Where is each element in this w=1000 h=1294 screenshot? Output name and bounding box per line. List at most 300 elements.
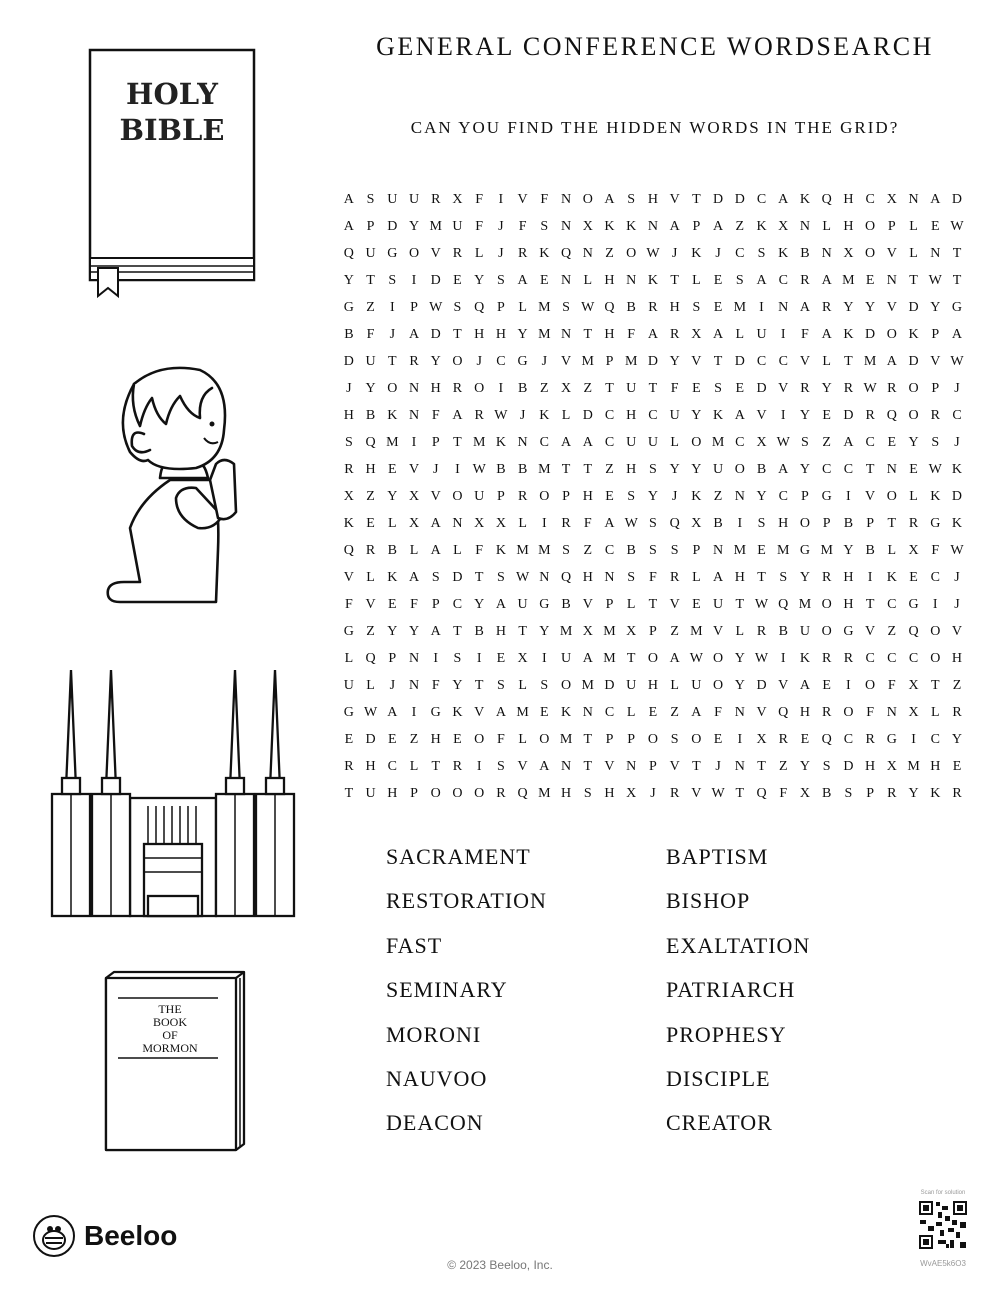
grid-letter: O	[408, 245, 420, 261]
grid-letter: I	[737, 731, 743, 747]
grid-letter: P	[866, 515, 874, 531]
grid-letter: D	[865, 326, 876, 342]
grid-letter: T	[952, 245, 962, 261]
bom-title-line1: THE	[158, 1002, 182, 1016]
grid-letter: D	[582, 407, 593, 423]
grid-letter: T	[692, 191, 701, 207]
grid-letter: U	[560, 650, 572, 666]
grid-letter: O	[691, 434, 702, 450]
grid-letter: T	[865, 461, 875, 477]
grid-letter: S	[453, 650, 462, 666]
grid-row	[338, 591, 968, 618]
grid-letter: N	[778, 299, 789, 315]
grid-letter: U	[756, 326, 767, 342]
grid-letter: G	[430, 704, 441, 720]
holy-bible-illustration	[86, 46, 262, 302]
grid-letter: X	[452, 191, 463, 207]
grid-letter: J	[954, 569, 960, 585]
grid-letter: Z	[887, 623, 897, 639]
grid-letter: W	[928, 461, 942, 477]
grid-letter: O	[930, 650, 941, 666]
grid-letter: T	[713, 353, 723, 369]
grid-letter: L	[930, 704, 940, 720]
grid-letter: S	[670, 542, 679, 558]
word-list-item: MORONI	[386, 1021, 482, 1047]
grid-letter: J	[519, 407, 526, 423]
word-list-item: SEMINARY	[386, 977, 508, 1003]
grid-letter: U	[626, 677, 637, 693]
grid-letter: T	[844, 353, 853, 369]
grid-letter: U	[669, 407, 680, 423]
grid-letter: I	[911, 731, 916, 747]
grid-letter: K	[778, 245, 789, 261]
word-list-item: DISCIPLE	[666, 1065, 771, 1091]
grid-letter: X	[691, 326, 702, 342]
grid-letter: I	[498, 380, 504, 396]
grid-letter: F	[496, 731, 505, 747]
grid-letter: A	[495, 596, 506, 612]
grid-letter: D	[604, 677, 615, 693]
grid-letter: R	[452, 380, 463, 396]
grid-letter: Y	[669, 461, 680, 477]
grid-letter: C	[952, 407, 962, 423]
grid-letter: K	[387, 569, 398, 585]
grid-letter: J	[346, 380, 352, 396]
grid-letter: O	[886, 488, 897, 504]
grid-letter: L	[409, 542, 419, 558]
grid-letter: X	[408, 488, 420, 504]
grid-letter: A	[799, 299, 811, 315]
grid-letter: Y	[908, 434, 919, 450]
grid-letter: Y	[408, 218, 420, 234]
grid-letter: J	[954, 434, 960, 450]
grid-letter: T	[583, 461, 593, 477]
grid-letter: Q	[474, 299, 485, 315]
grid-letter: W	[754, 650, 769, 666]
grid-letter: O	[908, 380, 919, 396]
grid-letter: C	[735, 245, 745, 261]
grid-letter: L	[735, 623, 745, 639]
grid-letter: I	[932, 596, 938, 612]
grid-letter: W	[863, 380, 877, 396]
grid-letter: U	[799, 623, 811, 639]
grid-letter: H	[365, 758, 376, 774]
praying-boy-illustration	[100, 360, 250, 610]
grid-letter: R	[822, 650, 832, 666]
grid-letter: E	[713, 272, 723, 288]
grid-letter: K	[691, 245, 702, 261]
grid-letter: N	[604, 569, 615, 585]
grid-letter: M	[538, 785, 551, 801]
grid-letter: F	[475, 191, 484, 207]
grid-letter: V	[691, 785, 702, 801]
grid-letter: P	[692, 218, 701, 234]
word-list-item: PROPHESY	[666, 1021, 787, 1047]
grid-letter: G	[387, 245, 398, 261]
grid-letter: G	[821, 488, 832, 504]
grid-letter: Z	[366, 299, 375, 315]
grid-letter: K	[799, 191, 811, 207]
grid-letter: F	[627, 326, 636, 342]
grid-letter: E	[909, 461, 918, 477]
grid-row	[338, 321, 968, 348]
grid-letter: N	[582, 704, 593, 720]
grid-letter: U	[517, 596, 528, 612]
grid-letter: S	[562, 542, 570, 558]
grid-letter: A	[713, 569, 724, 585]
grid-letter: V	[886, 245, 897, 261]
grid-letter: T	[453, 434, 462, 450]
grid-letter: G	[343, 704, 354, 720]
grid-letter: U	[408, 191, 420, 207]
grid-letter: Y	[756, 488, 767, 504]
grid-row	[338, 537, 968, 564]
grid-letter: U	[365, 245, 376, 261]
grid-letter: S	[670, 731, 679, 747]
grid-letter: A	[713, 218, 724, 234]
grid-letter: P	[366, 218, 375, 234]
grid-letter: I	[780, 407, 786, 423]
grid-letter: J	[498, 218, 504, 234]
grid-letter: S	[496, 758, 505, 774]
grid-letter: E	[453, 731, 462, 747]
page-title: GENERAL CONFERENCE WORDSEARCH	[376, 32, 934, 61]
grid-letter: X	[799, 785, 811, 801]
grid-letter: V	[517, 758, 528, 774]
grid-row	[338, 348, 968, 375]
grid-letter: I	[455, 461, 460, 477]
grid-letter: M	[581, 353, 594, 369]
grid-letter: O	[886, 326, 897, 342]
grid-letter: E	[822, 677, 831, 693]
grid-letter: T	[583, 731, 593, 747]
grid-letter: N	[930, 245, 941, 261]
grid-letter: H	[582, 569, 593, 585]
grid-row	[338, 780, 968, 807]
grid-letter: P	[496, 488, 505, 504]
grid-letter: V	[756, 704, 767, 720]
grid-letter: K	[495, 434, 506, 450]
grid-letter: T	[388, 353, 397, 369]
grid-letter: E	[952, 758, 962, 774]
grid-letter: R	[474, 407, 484, 423]
grid-row	[338, 375, 968, 402]
grid-letter: D	[951, 488, 963, 504]
grid-letter: N	[626, 272, 637, 288]
grid-letter: U	[626, 434, 637, 450]
grid-letter: G	[539, 596, 550, 612]
grid-letter: C	[887, 596, 897, 612]
grid-letter: Q	[669, 515, 680, 531]
grid-letter: G	[886, 731, 897, 747]
bom-title-line4: MORMON	[142, 1041, 198, 1055]
grid-letter: S	[344, 434, 353, 450]
grid-letter: Y	[821, 380, 832, 396]
bom-title-line3: OF	[162, 1028, 178, 1042]
grid-letter: A	[821, 272, 832, 288]
grid-letter: U	[343, 677, 354, 693]
grid-letter: H	[430, 731, 441, 747]
page-subtitle: CAN YOU FIND THE HIDDEN WORDS IN THE GRID?	[410, 118, 900, 137]
grid-letter: F	[670, 380, 679, 396]
grid-letter: P	[801, 488, 809, 504]
grid-letter: E	[692, 380, 701, 396]
grid-letter: Q	[560, 245, 572, 261]
word-list-item: EXALTATION	[666, 932, 811, 958]
grid-letter: P	[605, 596, 614, 612]
grid-letter: R	[865, 407, 875, 423]
grid-letter: Y	[930, 299, 941, 315]
grid-letter: W	[950, 218, 964, 234]
grid-letter: Q	[365, 434, 376, 450]
grid-letter: J	[715, 245, 721, 261]
grid-letter: Z	[952, 677, 962, 693]
grid-letter: I	[867, 569, 873, 585]
grid-letter: K	[756, 218, 767, 234]
grid-letter: T	[757, 758, 766, 774]
grid-letter: Z	[778, 758, 788, 774]
grid-letter: P	[431, 434, 440, 450]
grid-letter: K	[886, 569, 897, 585]
grid-letter: N	[408, 407, 420, 423]
grid-letter: S	[931, 434, 940, 450]
grid-letter: S	[822, 758, 831, 774]
grid-letter: O	[452, 785, 463, 801]
grid-letter: O	[647, 731, 658, 747]
grid-letter: X	[756, 434, 767, 450]
grid-letter: B	[843, 515, 854, 531]
grid-letter: M	[516, 704, 529, 720]
grid-letter: S	[496, 677, 505, 693]
grid-letter: R	[822, 569, 832, 585]
grid-letter: R	[800, 272, 810, 288]
grid-letter: W	[928, 272, 942, 288]
grid-letter: F	[475, 542, 484, 558]
grid-letter: O	[539, 731, 550, 747]
grid-letter: R	[778, 731, 788, 747]
grid-letter: V	[430, 488, 441, 504]
grid-letter: D	[843, 407, 854, 423]
grid-letter: H	[495, 623, 506, 639]
grid-letter: X	[843, 245, 854, 261]
bom-title-line2: BOOK	[152, 1015, 188, 1029]
grid-letter: B	[517, 461, 528, 477]
grid-letter: N	[886, 704, 897, 720]
grid-letter: W	[689, 650, 703, 666]
grid-letter: G	[343, 299, 354, 315]
grid-letter: R	[930, 407, 940, 423]
grid-letter: N	[821, 245, 832, 261]
grid-letter: R	[517, 245, 528, 261]
grid-letter: T	[735, 785, 745, 801]
grid-letter: T	[474, 677, 484, 693]
grid-letter: L	[626, 704, 636, 720]
grid-letter: N	[560, 191, 572, 207]
grid-letter: L	[735, 326, 745, 342]
grid-letter: W	[472, 461, 486, 477]
grid-letter: N	[408, 380, 420, 396]
grid-letter: I	[541, 515, 547, 531]
grid-letter: D	[343, 353, 354, 369]
grid-letter: E	[713, 299, 723, 315]
grid-letter: G	[799, 542, 811, 558]
grid-letter: H	[626, 407, 637, 423]
grid-letter: X	[582, 218, 593, 234]
grid-letter: A	[713, 326, 724, 342]
grid-letter: N	[647, 218, 658, 234]
grid-letter: H	[604, 326, 615, 342]
grid-letter: O	[865, 245, 876, 261]
grid-letter: K	[604, 218, 615, 234]
grid-letter: F	[431, 677, 440, 693]
grid-letter: C	[756, 353, 767, 369]
grid-letter: U	[365, 353, 376, 369]
grid-letter: X	[756, 731, 767, 747]
grid-letter: Y	[539, 623, 550, 639]
grid-letter: R	[843, 380, 854, 396]
grid-letter: H	[647, 191, 658, 207]
grid-row	[338, 564, 968, 591]
grid-letter: M	[516, 542, 529, 558]
grid-letter: M	[581, 677, 594, 693]
qr-caption: Scan for solution	[920, 1190, 966, 1196]
grid-letter: A	[408, 326, 420, 342]
grid-letter: X	[560, 380, 572, 396]
grid-letter: L	[670, 677, 679, 693]
grid-letter: N	[539, 569, 550, 585]
grid-letter: Y	[343, 272, 354, 288]
grid-letter: O	[713, 650, 724, 666]
grid-letter: W	[950, 542, 964, 558]
grid-letter: X	[582, 623, 593, 639]
grid-letter: V	[691, 353, 702, 369]
grid-letter: O	[799, 515, 811, 531]
grid-letter: A	[430, 515, 441, 531]
grid-letter: N	[517, 434, 528, 450]
grid-row	[338, 402, 968, 429]
grid-letter: U	[691, 677, 702, 693]
grid-letter: N	[560, 272, 572, 288]
grid-letter: K	[647, 272, 658, 288]
grid-letter: J	[671, 245, 678, 261]
grid-letter: A	[582, 434, 593, 450]
grid-letter: N	[560, 218, 572, 234]
grid-letter: K	[691, 488, 702, 504]
grid-letter: Y	[951, 731, 963, 747]
grid-letter: S	[844, 785, 853, 801]
grid-letter: C	[452, 596, 463, 612]
grid-letter: K	[560, 704, 572, 720]
brand-name: Beeloo	[84, 1220, 178, 1251]
grid-letter: V	[865, 623, 876, 639]
grid-letter: O	[387, 380, 398, 396]
grid-letter: Z	[670, 704, 679, 720]
grid-letter: E	[605, 488, 614, 504]
grid-letter: B	[387, 542, 397, 558]
grid-letter: L	[518, 677, 527, 693]
grid-letter: P	[866, 785, 874, 801]
grid-letter: Q	[343, 542, 354, 558]
grid-letter: N	[582, 245, 593, 261]
grid-letter: T	[952, 272, 962, 288]
grid-letter: X	[626, 785, 637, 801]
grid-row	[338, 645, 968, 672]
grid-letter: K	[951, 515, 963, 531]
grid-letter: Y	[387, 623, 398, 639]
grid-letter: P	[605, 353, 614, 369]
grid-letter: O	[647, 650, 658, 666]
grid-letter: E	[366, 515, 375, 531]
grid-letter: O	[539, 488, 550, 504]
grid-letter: M	[798, 596, 812, 612]
grid-letter: J	[954, 380, 960, 396]
grid-letter: A	[582, 650, 593, 666]
grid-letter: J	[389, 326, 396, 342]
grid-letter: C	[496, 353, 506, 369]
grid-letter: A	[408, 569, 420, 585]
grid-letter: X	[691, 515, 702, 531]
grid-letter: N	[908, 191, 919, 207]
grid-letter: V	[582, 596, 593, 612]
grid-letter: V	[474, 704, 485, 720]
grid-letter: I	[389, 299, 395, 315]
grid-letter: A	[560, 434, 572, 450]
grid-letter: R	[952, 704, 962, 720]
grid-letter: X	[408, 515, 420, 531]
grid-letter: F	[649, 569, 657, 585]
grid-letter: C	[604, 704, 615, 720]
grid-letter: E	[865, 272, 875, 288]
grid-letter: M	[429, 218, 442, 234]
grid-letter: R	[908, 515, 919, 531]
grid-letter: N	[408, 677, 420, 693]
grid-letter: I	[737, 515, 743, 531]
grid-letter: S	[496, 569, 505, 585]
grid-letter: L	[518, 515, 527, 531]
grid-letter: L	[366, 677, 375, 693]
grid-letter: K	[495, 542, 506, 558]
word-list-item: NAUVOO	[386, 1065, 488, 1091]
grid-letter: J	[650, 785, 656, 801]
grid-letter: P	[887, 218, 896, 234]
grid-letter: A	[387, 704, 398, 720]
grid-letter: P	[431, 596, 440, 612]
grid-letter: L	[561, 407, 571, 423]
grid-letter: H	[430, 380, 441, 396]
grid-letter: V	[430, 245, 441, 261]
grid-letter: Q	[778, 596, 789, 612]
grid-letter: R	[344, 461, 354, 477]
grid-letter: T	[453, 623, 462, 639]
grid-letter: E	[887, 434, 897, 450]
grid-letter: D	[430, 272, 441, 288]
grid-letter: H	[930, 758, 941, 774]
grid-letter: T	[474, 569, 484, 585]
grid-letter: Q	[778, 704, 789, 720]
grid-letter: T	[431, 758, 441, 774]
grid-letter: R	[452, 758, 463, 774]
grid-letter: S	[562, 299, 570, 315]
word-list-item: RESTORATION	[386, 888, 547, 914]
grid-letter: T	[366, 272, 375, 288]
grid-letter: H	[495, 326, 506, 342]
grid-letter: X	[343, 488, 354, 504]
grid-letter: Q	[365, 650, 376, 666]
grid-letter: M	[733, 299, 747, 315]
grid-letter: D	[908, 299, 919, 315]
grid-letter: L	[822, 353, 831, 369]
grid-letter: C	[756, 191, 767, 207]
